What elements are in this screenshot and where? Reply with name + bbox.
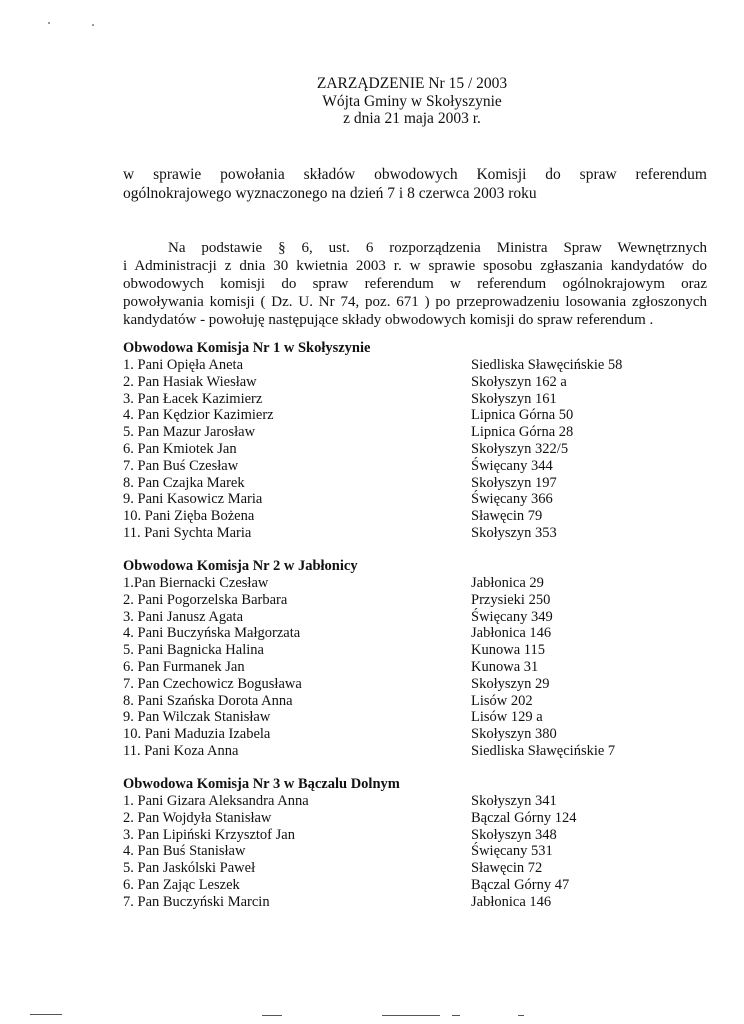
- member-address: Skołyszyn 353: [471, 524, 557, 541]
- member-name: 9. Pani Kasowicz Maria: [123, 491, 263, 508]
- member-address: Święcany 366: [471, 491, 553, 508]
- member-row: [123, 642, 707, 659]
- member-row: [123, 676, 707, 693]
- member-row: [123, 592, 707, 609]
- commission-section: [123, 776, 707, 911]
- member-address: Siedliska Sławęcińskie 7: [471, 742, 616, 759]
- member-row: [123, 843, 707, 860]
- member-name: 3. Pani Janusz Agata: [123, 608, 244, 625]
- member-row: [123, 625, 707, 642]
- commission-title: Obwodowa Komisja Nr 3 w Bączalu Dolnym: [123, 776, 400, 792]
- member-row: [123, 609, 707, 626]
- subject-line: w sprawie powołania składów obwodowych Komisji do spraw referendum: [123, 166, 707, 183]
- member-row: [123, 709, 707, 726]
- member-list: [123, 793, 707, 911]
- scan-mark: [518, 1015, 524, 1016]
- member-name: 1. Pani Gizara Aleksandra Anna: [123, 793, 309, 809]
- member-address: Skołyszyn 197: [471, 474, 557, 491]
- member-address: Kunowa 115: [471, 642, 545, 659]
- member-row: [123, 475, 707, 492]
- member-name: 10. Pani Maduzia Izabela: [123, 726, 271, 743]
- commission-title: Obwodowa Komisja Nr 1 w Skołyszynie: [123, 340, 371, 356]
- member-row: [123, 357, 707, 374]
- member-address: Skołyszyn 341: [471, 793, 557, 809]
- scan-mark: [452, 1015, 460, 1016]
- paragraph-line: kandydatów - powołuję następujące składy obwodowych komisji do spraw referendum .: [123, 312, 654, 328]
- member-row: [123, 491, 707, 508]
- member-address: Przysieki 250: [471, 591, 551, 608]
- member-address: Kunowa 31: [471, 658, 539, 675]
- member-address: Sławęcin 72: [471, 860, 543, 877]
- member-name: 6. Pan Zając Leszek: [123, 876, 240, 893]
- member-row: [123, 391, 707, 408]
- member-name: 1.Pan Biernacki Czesław: [123, 575, 269, 591]
- scan-edge-marks: [0, 1012, 744, 1022]
- scan-mark: [262, 1015, 282, 1016]
- ordinance-subject: [123, 165, 707, 203]
- commission-section: [123, 558, 707, 760]
- member-name: 8. Pan Czajka Marek: [123, 474, 245, 491]
- member-name: 8. Pani Szańska Dorota Anna: [123, 692, 293, 709]
- ordinance-issuer: Wójta Gminy w Skołyszynie: [322, 92, 502, 110]
- member-name: 4. Pani Buczyńska Małgorzata: [123, 625, 301, 642]
- member-name: 2. Pani Pogorzelska Barbara: [123, 591, 288, 608]
- member-address: Lipnica Górna 50: [471, 407, 574, 424]
- document-header: [0, 75, 744, 128]
- member-name: 5. Pan Mazur Jarosław: [123, 424, 256, 441]
- member-row: [123, 508, 707, 525]
- member-row: [123, 458, 707, 475]
- subject-line: ogólnokrajowego wyznaczonego na dzień 7 i 8 czerwca 2003 roku: [123, 185, 537, 202]
- member-row: [123, 827, 707, 844]
- member-row: [123, 743, 707, 760]
- member-address: Lipnica Górna 28: [471, 424, 574, 441]
- member-row: [123, 575, 707, 592]
- member-row: [123, 894, 707, 911]
- member-address: Skołyszyn 322/5: [471, 440, 569, 457]
- commission-title: Obwodowa Komisja Nr 2 w Jabłonicy: [123, 558, 358, 574]
- member-row: [123, 860, 707, 877]
- member-address: Bączal Górny 124: [471, 809, 577, 826]
- member-name: 1. Pani Opięła Aneta: [123, 357, 244, 373]
- member-address: Skołyszyn 348: [471, 826, 557, 843]
- member-row: [123, 424, 707, 441]
- member-address: Jabłonica 146: [471, 893, 552, 910]
- member-name: 2. Pan Hasiak Wiesław: [123, 373, 257, 390]
- member-name: 7. Pan Czechowicz Bogusława: [123, 675, 302, 692]
- member-row: [123, 810, 707, 827]
- member-address: Skołyszyn 380: [471, 726, 557, 743]
- member-name: 2. Pan Wojdyła Stanisław: [123, 809, 272, 826]
- member-address: Jabłonica 29: [471, 575, 544, 591]
- member-address: Święcany 531: [471, 843, 553, 860]
- member-name: 6. Pan Furmanek Jan: [123, 658, 245, 675]
- member-name: 4. Pan Kędzior Kazimierz: [123, 407, 274, 424]
- commission-section: [123, 340, 707, 542]
- member-address: Lisów 202: [471, 692, 533, 709]
- member-row: [123, 441, 707, 458]
- member-name: 11. Pani Koza Anna: [123, 742, 239, 759]
- member-address: Święcany 344: [471, 457, 553, 474]
- member-name: 7. Pan Buczyński Marcin: [123, 893, 270, 910]
- member-address: Siedliska Sławęcińskie 58: [471, 357, 623, 373]
- paragraph-line: Na podstawie § 6, ust. 6 rozporządzenia Ministra Spraw Wewnętrznych: [168, 240, 707, 256]
- member-address: Jabłonica 146: [471, 625, 552, 642]
- member-name: 9. Pan Wilczak Stanisław: [123, 709, 271, 726]
- member-row: [123, 407, 707, 424]
- member-address: Skołyszyn 29: [471, 675, 550, 692]
- member-row: [123, 525, 707, 542]
- member-name: 7. Pan Buś Czesław: [123, 457, 239, 474]
- member-name: 6. Pan Kmiotek Jan: [123, 440, 237, 457]
- member-name: 5. Pani Bagnicka Halina: [123, 642, 264, 659]
- legal-basis-paragraph: [123, 239, 707, 329]
- member-row: [123, 793, 707, 810]
- member-row: [123, 877, 707, 894]
- member-address: Lisów 129 a: [471, 709, 543, 726]
- paragraph-line: powoływania komisji ( Dz. U. Nr 74, poz. 671 ) po przeprowadzeniu losowania zgłoszonych: [123, 294, 707, 310]
- member-name: 4. Pan Buś Stanisław: [123, 843, 246, 860]
- member-name: 5. Pan Jaskólski Paweł: [123, 860, 256, 877]
- member-list: [123, 357, 707, 542]
- member-row: [123, 726, 707, 743]
- member-row: [123, 374, 707, 391]
- paragraph-line: obwodowych komisji do spraw referendum w referendum ogólnokrajowym oraz: [123, 276, 707, 292]
- member-name: 10. Pani Zięba Bożena: [123, 508, 255, 525]
- scan-speck: [92, 24, 94, 26]
- scan-mark: [382, 1015, 440, 1016]
- member-list: [123, 575, 707, 760]
- member-row: [123, 659, 707, 676]
- ordinance-title: ZARZĄDZENIE Nr 15 / 2003: [316, 75, 508, 92]
- member-address: Skołyszyn 162 a: [471, 373, 567, 390]
- scan-mark: [30, 1014, 62, 1015]
- scan-speck: [48, 22, 50, 24]
- ordinance-date: z dnia 21 maja 2003 r.: [343, 110, 481, 127]
- member-name: 11. Pani Sychta Maria: [123, 524, 252, 541]
- member-name: 3. Pan Lipiński Krzysztof Jan: [123, 826, 295, 843]
- member-address: Skołyszyn 161: [471, 390, 557, 407]
- member-address: Sławęcin 79: [471, 508, 543, 525]
- member-address: Święcany 349: [471, 608, 553, 625]
- member-address: Bączal Górny 47: [471, 876, 570, 893]
- member-row: [123, 693, 707, 710]
- paragraph-line: i Administracji z dnia 30 kwietnia 2003 r. w sprawie sposobu zgłaszania kandydatów do: [123, 258, 707, 274]
- member-name: 3. Pan Łacek Kazimierz: [123, 390, 263, 407]
